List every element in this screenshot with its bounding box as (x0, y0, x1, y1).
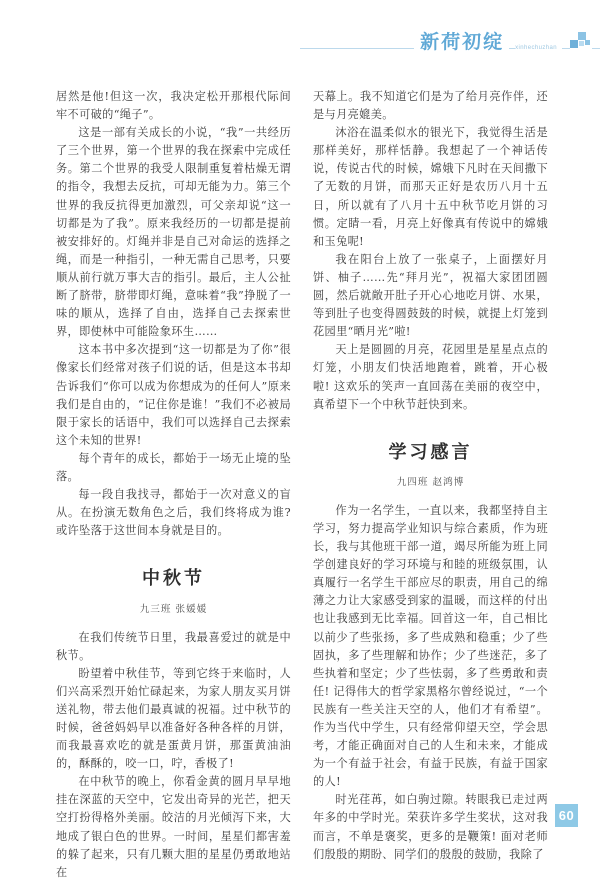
article-header-zhongqiujie (56, 566, 291, 614)
paragraph: 在中秋节的晚上，你看金黄的圆月早早地挂在深蓝的天空中，它发出奇异的光芒，把天空打扮得格外美丽。皎洁的月光倾泻下来，大地成了银白色的世界。一时间，星星们都害羞的躲了起来，只有几颗大胆的星星仍勇敢地站在 (56, 775, 291, 879)
right-continued-article (313, 88, 548, 414)
left-article-body (56, 629, 291, 882)
right-article-body (313, 502, 548, 864)
paragraph: 沐浴在温柔似水的银光下，我觉得生活是那样美好，那样恬静。我想起了一个神话传说，传说古代的时候，嫦娥下凡时在天间撒下了无数的月饼，而那天正好是农历八月十五日，所以就有了八月十五中秋节吃月饼的习惯。定睛一看，月亮上好像真有传说中的嫦娥和玉兔呢! (313, 126, 548, 248)
masthead-title: 新荷初绽 (414, 33, 509, 54)
paragraph: 盼望着中秋佳节，等到它终于来临时，人们兴高采烈开始忙碌起来，为家人朋友买月饼送礼物，带去他们最真诚的祝福。过中秋节的时候，爸爸妈妈早以准备好各种各样的月饼，而我最喜欢吃的就是蛋黄月饼，那蛋黄油油的，酥酥的，咬一口，咛，香极了! (56, 666, 291, 771)
left-continued-article (56, 88, 291, 540)
masthead-inner (414, 32, 592, 54)
content-columns (56, 88, 548, 882)
paragraph: 居然是他!但这一次，我决定松开那根代际间牢不可破的“绳子”。 (56, 90, 291, 122)
article-byline: 九四班 赵鸿博 (396, 476, 465, 488)
article-header-xuexiganyan (313, 440, 548, 488)
deco-square-3 (579, 41, 584, 46)
masthead (0, 32, 600, 66)
masthead-pinyin: xinhechuzhan (515, 45, 562, 54)
article-title: 中秋节 (142, 568, 205, 590)
page-number-badge: 60 (555, 804, 578, 827)
paragraph: 天上是圆圆的月亮，花园里是星星点点的灯笼，小朋友们快活地跑着，跳着，开心极啦! 这欢乐的笑声一直回荡在美丽的夜空中，真希望下一个中秋节赶快到来。 (313, 343, 548, 411)
deco-square-4 (585, 40, 590, 45)
paragraph: 在我们传统节日里，我最喜爱过的就是中秋节。 (56, 630, 291, 662)
article-byline: 九三班 张媛媛 (139, 603, 208, 615)
paragraph: 作为一名学生，一直以来，我都坚持自主学习，努力提高学业知识与综合素质，作为班长，我与其他班干部一道，竭尽所能为班上同学创建良好的学习环境与和睦的班级氛围，认真履行一名学生干部应尽的职责，用自己的绵薄之力让大家感受到家的温暖，而这样的付出也让我感到无比幸福。回首这一年，自己相比以前少了些张扬，多了些成熟和稳重；少了些固执，多了些理解和协作；少了些迷茫，多了些执着和坚定；少了些怯弱，多了些勇敢和责任! 记得伟大的哲学家黑格尔曾经说过，“一个民族有一些关注天空的人，他们才有希望”。作为当代中学生，只有经常仰望天空，学会思考，才能正确面对自己的人生和未来，才能成为一个有益于社会，有益于民族，有益于国家的人! (313, 503, 548, 789)
paragraph: 每个青年的成长，都始于一场无止境的坠落。 (56, 451, 291, 483)
paragraph: 天幕上。我不知道它们是为了给月亮作伴，还是与月亮媲美。 (313, 90, 548, 122)
decorative-squares-icon (570, 32, 592, 54)
paragraph: 这是一部有关成长的小说，“我”一共经历了三个世界，第一个世界的我在探索中完成任务。第二个世界的我受人限制重复着枯燥无谓的指令，我想去反抗，可却无能为力。第三个世界的我反抗得更加激烈，可父亲却说“这一切都是为了我”。原来我经历的一切都是提前被安排好的。灯绳并非是自己对命运的选择之绳，而是一种指引，一种无需自己思考，只要顺从前行就万事大吉的指引。最后，主人公扯断了脐带，脐带即灯绳，意味着“我”挣脱了一味的顺从，选择了自由，选择自己去探索世界，即使林中可能险象环生…… (56, 126, 291, 339)
paragraph: 我在阳台上放了一张桌子，上面摆好月饼、柚子……先“拜月光”，祝福大家团团圆圆，然后就敞开肚子开心心地吃月饼、水果，等到肚子也变得圆鼓鼓的时候，就提上灯笼到花园里“晒月光”啦! (313, 252, 548, 339)
paragraph: 时光荏苒，如白驹过隙。转眼我已走过两年多的中学时光。荣获许多学生奖状，这对我而言，不单是褒奖，更多的是鞭策! 面对老师们殷殷的期盼、同学们的殷殷的鼓励，我除了 (313, 793, 548, 861)
right-column (313, 88, 548, 882)
deco-square-2 (570, 40, 578, 48)
left-column (56, 88, 291, 882)
paragraph: 这本书中多次提到“这一切都是为了你”很像家长们经常对孩子们说的话，但是这本书却告诉我们“你可以成为你想成为的任何人”原来我们是自由的，“记住你是谁！”我们不必被局限于家长的话语中，我们可以选择自己去探索这个未知的世界! (56, 343, 291, 447)
deco-square-1 (578, 32, 586, 40)
paragraph: 每一段自我找寻，都始于一次对意义的盲从。在扮演无数角色之后，我们终将成为谁? 或许坠落于这世间本身就是目的。 (56, 488, 291, 538)
article-title: 学习感言 (388, 441, 473, 463)
